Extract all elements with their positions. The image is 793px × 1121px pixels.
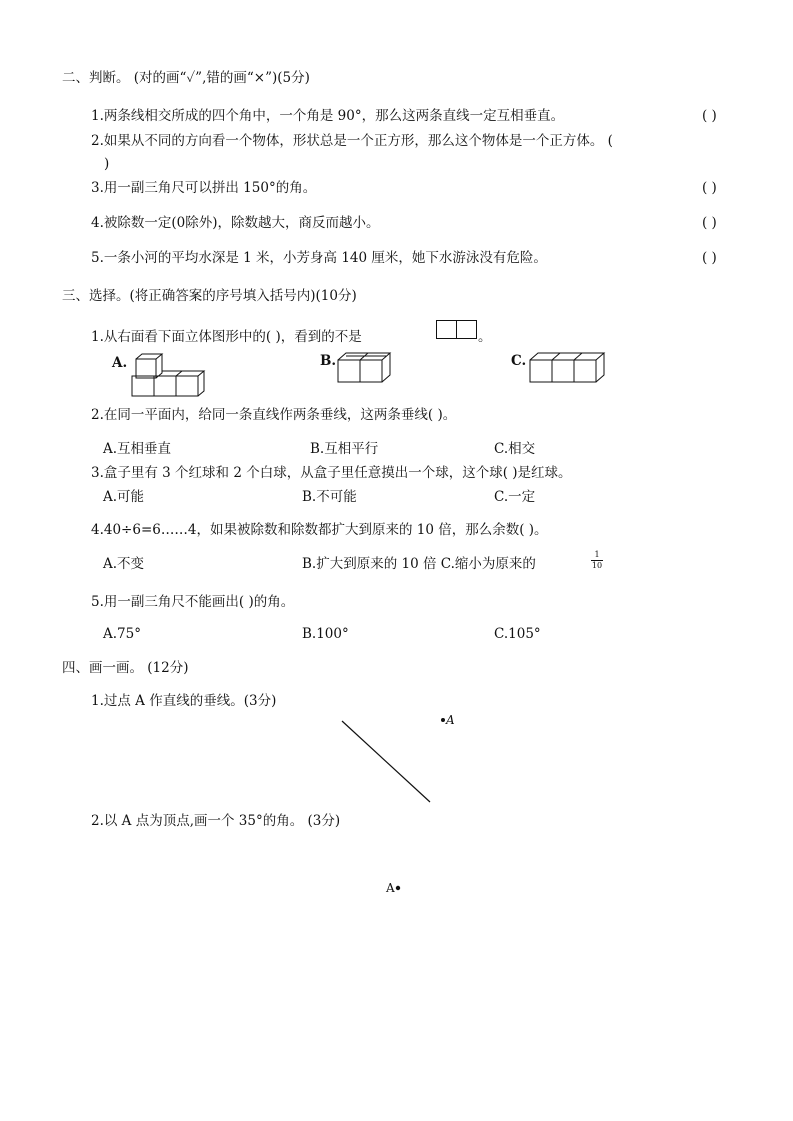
choice-q5-text: 5.用一副三角尺不能画出( )的角。 <box>91 594 295 610</box>
cube-figure-c <box>528 350 610 386</box>
choice-q3-option-b[interactable]: B.不可能 <box>302 489 357 505</box>
choice-q3-option-a[interactable]: A.可能 <box>103 489 145 505</box>
section-4-heading: 四、画一画。 (12分) <box>62 660 189 676</box>
draw-q1-text: 1.过点 A 作直线的垂线。(3分) <box>91 693 277 709</box>
point-a-label: A <box>446 713 455 727</box>
judge-item-5: 5.一条小河的平均水深是 1 米，小芳身高 140 厘米，她下水游泳没有危险。 <box>91 250 547 266</box>
answer-paren-3[interactable]: ( ) <box>702 180 717 196</box>
line-drawing <box>340 718 440 808</box>
choice-q2-text: 2.在同一平面内，给同一条直线作两条垂线，这两条垂线( )。 <box>91 407 457 423</box>
answer-paren-5[interactable]: ( ) <box>702 250 717 266</box>
judge-item-2-wrap[interactable]: ) <box>104 156 110 172</box>
cube-figure-b <box>336 350 396 386</box>
judge-item-1: 1.两条线相交所成的四个角中，一个角是 90°，那么这两条直线一定互相垂直。 <box>91 108 565 124</box>
answer-paren-4[interactable]: ( ) <box>702 215 717 231</box>
choice-q5-option-c[interactable]: C.105° <box>494 626 541 642</box>
judge-item-4: 4.被除数一定(0除外)，除数越大，商反而越小。 <box>91 215 380 231</box>
choice-q3-text: 3.盒子里有 3 个红球和 2 个白球，从盒子里任意摸出一个球，这个球( )是红球。 <box>91 465 572 481</box>
choice-q2-option-a[interactable]: A.互相垂直 <box>103 441 172 457</box>
choice-q2-option-c[interactable]: C.相交 <box>494 441 536 457</box>
vertex-a-label: A <box>386 881 395 895</box>
figure-a-label: A. <box>112 355 128 371</box>
choice-q2-option-b[interactable]: B.互相平行 <box>310 441 379 457</box>
choice-q5-option-b[interactable]: B.100° <box>302 626 349 642</box>
vertex-a-dot <box>395 885 401 891</box>
choice-q4-text: 4.40÷6=6……4，如果被除数和除数都扩大到原来的 10 倍，那么余数( )。 <box>91 522 548 538</box>
draw-q2-text: 2.以 A 点为顶点,画一个 35°的角。 (3分) <box>91 813 341 829</box>
choice-q1-end: 。 <box>478 329 492 345</box>
cube-figure-a <box>130 350 210 400</box>
fraction-one-tenth <box>589 551 605 570</box>
figure-b-label: B. <box>320 353 337 369</box>
choice-q5-option-a[interactable]: A.75° <box>103 626 141 642</box>
section-3-heading: 三、选择。(将正确答案的序号填入括号内)(10分) <box>62 288 357 304</box>
choice-q3-option-c[interactable]: C.一定 <box>494 489 536 505</box>
fraction-numerator: 1 <box>594 550 600 559</box>
choice-q4-option-bc[interactable]: B.扩大到原来的 10 倍 C.缩小为原来的 <box>302 556 536 572</box>
two-squares-icon <box>436 320 478 340</box>
section-2-heading: 二、判断。 (对的画“✓”,错的画“×”)(5分) <box>62 70 310 86</box>
choice-q4-option-a[interactable]: A.不变 <box>103 556 145 572</box>
choice-q1-text: 1.从右面看下面立体图形中的( )，看到的不是 <box>91 329 362 345</box>
judge-item-2: 2.如果从不同的方向看一个物体，形状总是一个正方形，那么这个物体是一个正方体。 ( <box>91 133 613 149</box>
fraction-denominator: 10 <box>591 561 603 570</box>
answer-paren-1[interactable]: ( ) <box>702 108 717 124</box>
figure-c-label: C. <box>511 353 527 369</box>
judge-item-3: 3.用一副三角尺可以拼出 150°的角。 <box>91 180 317 196</box>
